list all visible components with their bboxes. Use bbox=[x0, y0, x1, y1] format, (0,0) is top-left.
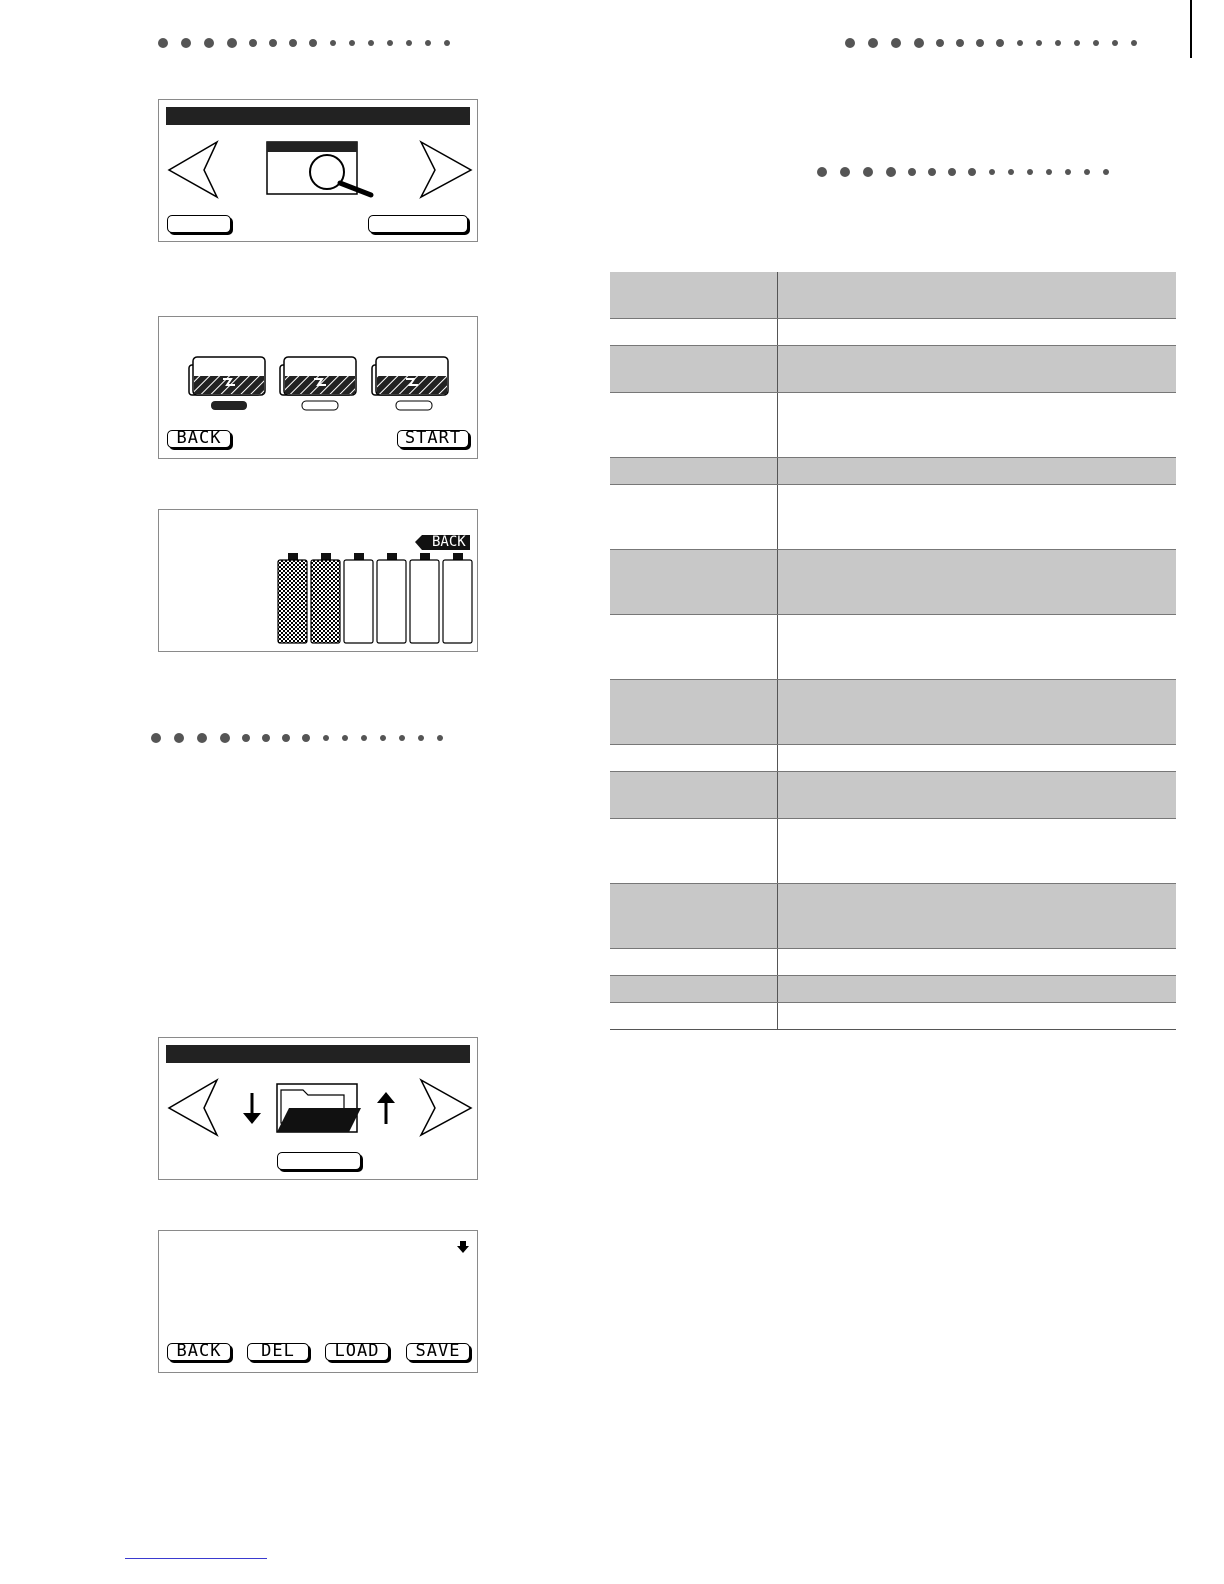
divider-dot bbox=[227, 38, 237, 48]
battery-pack-icon bbox=[372, 357, 448, 395]
cell-terminal bbox=[420, 553, 430, 560]
next-arrow-icon bbox=[421, 142, 471, 197]
cell-bars bbox=[278, 553, 472, 643]
table-cell-value bbox=[778, 485, 1177, 550]
search-left-button[interactable] bbox=[167, 215, 231, 233]
table-cell-label bbox=[610, 949, 778, 976]
divider-dot bbox=[928, 168, 936, 176]
divider-dot bbox=[262, 734, 270, 742]
divider-dot bbox=[323, 735, 329, 741]
table-row bbox=[610, 680, 1176, 745]
divider-dot bbox=[1084, 169, 1090, 175]
table-cell-value bbox=[778, 319, 1177, 346]
table-row bbox=[610, 976, 1176, 1003]
section-divider bbox=[158, 36, 450, 50]
table-cell-label bbox=[610, 346, 778, 393]
selected-indicator bbox=[211, 401, 247, 410]
divider-dot bbox=[914, 38, 924, 48]
divider-dot bbox=[996, 39, 1004, 47]
table-cell-value bbox=[778, 680, 1177, 745]
cell-bar-filled bbox=[311, 560, 340, 643]
divider-dot bbox=[289, 39, 297, 47]
table-cell-value bbox=[778, 819, 1177, 884]
cell-terminal bbox=[354, 553, 364, 560]
footer-link-underline bbox=[125, 1558, 267, 1559]
table-cell-label bbox=[610, 485, 778, 550]
divider-dot bbox=[387, 40, 393, 46]
table-row bbox=[610, 772, 1176, 819]
table-cell-label bbox=[610, 884, 778, 949]
divider-dot bbox=[948, 168, 956, 176]
divider-dot bbox=[868, 38, 878, 48]
divider-dot bbox=[342, 735, 348, 741]
divider-dot bbox=[309, 39, 317, 47]
table-row bbox=[610, 819, 1176, 884]
divider-dot bbox=[1103, 169, 1109, 175]
divider-dot bbox=[1008, 169, 1014, 175]
table-cell-label bbox=[610, 772, 778, 819]
table-row bbox=[610, 272, 1176, 319]
back-button[interactable]: BACK bbox=[167, 1343, 231, 1361]
table-row bbox=[610, 393, 1176, 458]
divider-dot bbox=[418, 735, 424, 741]
table-cell-value bbox=[778, 458, 1177, 485]
lcd-memory-screen bbox=[158, 1230, 478, 1373]
cell-terminal bbox=[288, 553, 298, 560]
divider-dot bbox=[181, 38, 191, 48]
start-button[interactable]: START bbox=[397, 430, 469, 448]
divider-dot bbox=[1074, 40, 1080, 46]
cell-bar-empty bbox=[443, 560, 472, 643]
table-cell-value bbox=[778, 393, 1177, 458]
save-button[interactable]: SAVE bbox=[406, 1343, 470, 1361]
divider-dot bbox=[380, 735, 386, 741]
back-button[interactable]: BACK bbox=[167, 430, 231, 448]
divider-dot bbox=[444, 40, 450, 46]
divider-dot bbox=[863, 167, 873, 177]
cell-bar-empty bbox=[344, 560, 373, 643]
divider-dot bbox=[349, 40, 355, 46]
divider-dot bbox=[249, 39, 257, 47]
load-button[interactable]: LOAD bbox=[325, 1343, 389, 1361]
table-cell-value bbox=[778, 772, 1177, 819]
divider-dot bbox=[174, 733, 184, 743]
cell-terminal bbox=[453, 553, 463, 560]
upload-arrow-icon bbox=[377, 1092, 395, 1124]
table-cell-label bbox=[610, 819, 778, 884]
divider-dot bbox=[399, 735, 405, 741]
divider-dot bbox=[1036, 40, 1042, 46]
prev-arrow-icon bbox=[169, 142, 217, 197]
card-header-icon bbox=[267, 142, 357, 152]
table-row bbox=[610, 615, 1176, 680]
cell-terminal bbox=[387, 553, 397, 560]
next-arrow-icon bbox=[421, 1080, 471, 1135]
divider-dot bbox=[891, 38, 901, 48]
divider-dot bbox=[242, 734, 250, 742]
divider-dot bbox=[425, 40, 431, 46]
divider-dot bbox=[956, 39, 964, 47]
divider-dot bbox=[817, 167, 827, 177]
section-divider bbox=[151, 731, 443, 745]
table-cell-label bbox=[610, 976, 778, 1003]
lcd-folder-screen bbox=[158, 1037, 478, 1180]
battery-pack-icon bbox=[280, 357, 356, 395]
cell-bar-empty bbox=[410, 560, 439, 643]
delete-button[interactable]: DEL bbox=[247, 1343, 309, 1361]
table-cell-value bbox=[778, 884, 1177, 949]
table-cell-value bbox=[778, 1003, 1177, 1030]
table-row bbox=[610, 319, 1176, 346]
search-right-button[interactable] bbox=[368, 215, 468, 233]
section-divider bbox=[845, 36, 1137, 50]
table-cell-label bbox=[610, 680, 778, 745]
table-cell-label bbox=[610, 1003, 778, 1030]
table-cell-value bbox=[778, 272, 1177, 319]
divider-dot bbox=[968, 168, 976, 176]
divider-dot bbox=[158, 38, 168, 48]
divider-dot bbox=[220, 733, 230, 743]
table-cell-value bbox=[778, 976, 1177, 1003]
divider-dot bbox=[269, 39, 277, 47]
divider-dot bbox=[936, 39, 944, 47]
cell-bar-empty bbox=[377, 560, 406, 643]
divider-dot bbox=[1046, 169, 1052, 175]
table-cell-value bbox=[778, 615, 1177, 680]
lcd-search-screen bbox=[158, 99, 478, 242]
unselected-indicator bbox=[302, 401, 338, 410]
divider-dot bbox=[1065, 169, 1071, 175]
divider-dot bbox=[197, 733, 207, 743]
lcd-cell-status-screen bbox=[158, 509, 478, 652]
table-cell-value bbox=[778, 745, 1177, 772]
divider-dot bbox=[845, 38, 855, 48]
divider-dot bbox=[1093, 40, 1099, 46]
divider-dot bbox=[989, 169, 995, 175]
table-row bbox=[610, 346, 1176, 393]
divider-dot bbox=[1017, 40, 1023, 46]
table-row bbox=[610, 884, 1176, 949]
table-cell-label bbox=[610, 745, 778, 772]
cell-status-graphics bbox=[159, 510, 479, 653]
table-row bbox=[610, 745, 1176, 772]
spec-table bbox=[610, 272, 1176, 1030]
divider-dot bbox=[976, 39, 984, 47]
divider-dot bbox=[437, 735, 443, 741]
table-row bbox=[610, 458, 1176, 485]
divider-dot bbox=[368, 40, 374, 46]
back-tag[interactable]: BACK bbox=[422, 535, 469, 550]
download-arrow-icon bbox=[243, 1093, 261, 1124]
table-cell-value bbox=[778, 346, 1177, 393]
table-cell-label bbox=[610, 458, 778, 485]
divider-dot bbox=[886, 167, 896, 177]
divider-dot bbox=[1027, 169, 1033, 175]
divider-dot bbox=[361, 735, 367, 741]
table-row bbox=[610, 485, 1176, 550]
divider-dot bbox=[840, 167, 850, 177]
table-cell-value bbox=[778, 550, 1177, 615]
divider-dot bbox=[908, 168, 916, 176]
divider-dot bbox=[1112, 40, 1118, 46]
scroll-down-icon bbox=[457, 1241, 469, 1253]
table-cell-label bbox=[610, 272, 778, 319]
table-cell-label bbox=[610, 615, 778, 680]
unselected-indicator bbox=[396, 401, 432, 410]
divider-dot bbox=[406, 40, 412, 46]
divider-dot bbox=[330, 40, 336, 46]
section-divider bbox=[817, 165, 1109, 179]
divider-dot bbox=[302, 734, 310, 742]
folder-icon bbox=[277, 1084, 361, 1132]
table-row bbox=[610, 550, 1176, 615]
table-cell-value bbox=[778, 949, 1177, 976]
prev-arrow-icon bbox=[169, 1080, 217, 1135]
table-cell-label bbox=[610, 393, 778, 458]
divider-dot bbox=[1131, 40, 1137, 46]
divider-dot bbox=[151, 733, 161, 743]
table-cell-label bbox=[610, 550, 778, 615]
table-row bbox=[610, 949, 1176, 976]
table-cell-label bbox=[610, 319, 778, 346]
table-row bbox=[610, 1003, 1176, 1030]
lcd-battery-select-screen bbox=[158, 316, 478, 459]
page-edge-rule bbox=[1190, 0, 1192, 58]
divider-dot bbox=[204, 38, 214, 48]
battery-pack-icon bbox=[189, 357, 265, 395]
divider-dot bbox=[1055, 40, 1061, 46]
divider-dot bbox=[282, 734, 290, 742]
cell-bar-filled bbox=[278, 560, 307, 643]
folder-center-button[interactable] bbox=[277, 1152, 361, 1170]
cell-terminal bbox=[321, 553, 331, 560]
